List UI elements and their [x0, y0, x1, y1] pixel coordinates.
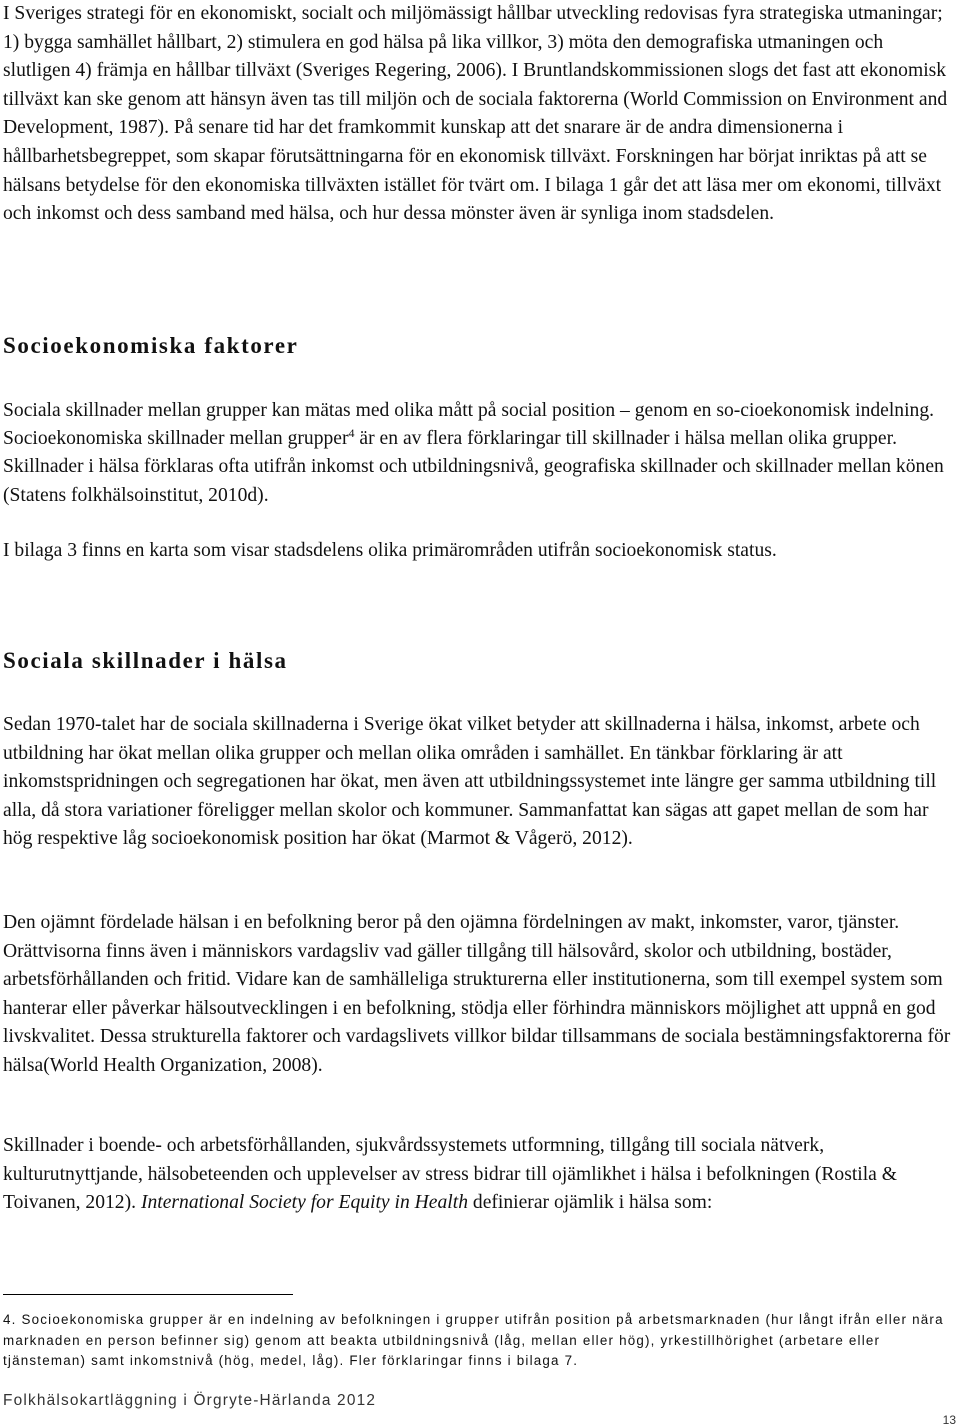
social-differences-paragraph-2: Den ojämnt fördelade hälsan i en befolkning beror på den ojämna fördelningen av makt, inkomster, varor, tjänster. Orättvisorna finns även i människors vardagsliv vad gäller tillgång till hälsovård, skolor och utbildning, bostäder, arbetsförhållanden och fritid. Vidare kan de samhälleliga strukturerna eller institutionerna, som till exempel system som hanterar eller påverkar hälsoutvecklingen i en befolkning, stödja eller förhindra människors möjlighet att uppnå en god livskvalitet. Dessa strukturella faktorer och vardagslivets villkor bildar tillsammans de sociala bestämningsfaktorerna för hälsa(World Health Organization, 2008). [3, 912, 951, 1076]
page-number: 13 [942, 1413, 956, 1427]
footnote: 4. Socioekonomiska grupper är en indelning av befolkningen i grupper utifrån position på arbetsmarknaden (hur långt ifrån eller nära marknaden en person befinner sig) genom att beakta utbildningsnivå (låg, mellan eller hög), yrkestillhörighet (arbetare eller tjänsteman) samt inkomstnivå (hög, medel, låg). Fler förklaringar finns i bilaga 7. [3, 1312, 944, 1369]
social-differences-paragraph-3 [3, 1132, 951, 1218]
footnote-separator [3, 1294, 293, 1295]
intro-paragraph: I Sveriges strategi för en ekonomiskt, socialt och miljömässigt hållbar utveckling redovisas fyra strategiska utmaningar; 1) bygga samhället hållbart, 2) stimulera en god hälsa på lika villkor, 3) möta den demografiska utmaningen och slutligen 4) främja en hållbar tillväxt (Sveriges Regering, 2006). I Bruntlandskommissionen slogs det fast att ekonomisk tillväxt kan ske genom att hänsyn även tas till miljön och de sociala faktorerna (World Commission on Environment and Development, 1987). På senare tid har det framkommit kunskap att det snarare är de andra dimensionerna i hållbarhetsbegreppet, som skapar förutsättningarna för en ekonomisk tillväxt. Forskningen har börjat inriktas på att se hälsans betydelse för den ekonomiska tillväxten istället för tvärt om. I bilaga 1 går det att läsa mer om ekonomi, tillväxt och inkomst och dess samband med hälsa, och hur dessa mönster även är synliga inom stadsdelen. [3, 3, 948, 225]
footnote-reference: 4 [348, 426, 355, 441]
organization-name: International Society for Equity in Health [140, 1192, 468, 1214]
footer-title: Folkhälsokartläggning i Örgryte-Härlanda 2012 [3, 1392, 377, 1409]
socioeconomic-text-b: är en av flera förklaringar till skillnader i hälsa mellan olika grupper. Skillnader i hälsa förklaras ofta utifrån inkomst och utbildningsnivå, geografiska skillnader och skillnader mellan könen (Statens folkhälsoinstitut, 2010d). [3, 428, 944, 506]
paragraph-3-text-a: Skillnader i boende- och arbetsförhållanden, sjukvårdssystemets utformning, tillgång till sociala nätverk, kulturutnyttjande, hälsobeteenden och upplevelser av stress bidrar till ojämlikhet i hälsa i befolkningen (Rostila & Toivanen, 2012). [3, 1135, 898, 1214]
section-heading-social-differences: Sociala skillnader i hälsa [3, 648, 288, 673]
paragraph-3-text-b: definierar ojämlik i hälsa som: [468, 1192, 713, 1214]
socioeconomic-paragraph-2: I bilaga 3 finns en karta som visar stadsdelens olika primärområden utifrån socioekonomisk status. [3, 540, 777, 561]
section-heading-socioeconomic: Socioekonomiska faktorer [3, 333, 299, 358]
socioeconomic-paragraph-1 [3, 397, 951, 510]
socioeconomic-text-a: Sociala skillnader mellan grupper kan mätas med olika mått på social position – genom en so-cioekonomisk indelning. Socioekonomiska skillnader mellan grupper [3, 400, 935, 450]
social-differences-paragraph-1: Sedan 1970-talet har de sociala skillnaderna i Sverige ökat vilket betyder att skillnaderna i hälsa, inkomst, arbete och utbildning har ökat mellan olika grupper och mellan olika områden i samhället. En tänkbar förklaring är att inkomstspridningen och segregationen har ökat, men även att utbildningssystemet inte längre ger samma utbildning till alla, då stora variationer föreligger mellan skolor och kommuner. Sammanfattat kan sägas att gapet mellan de som har hög respektive låg socioekonomisk position har ökat (Marmot & Vågerö, 2012). [3, 714, 937, 850]
